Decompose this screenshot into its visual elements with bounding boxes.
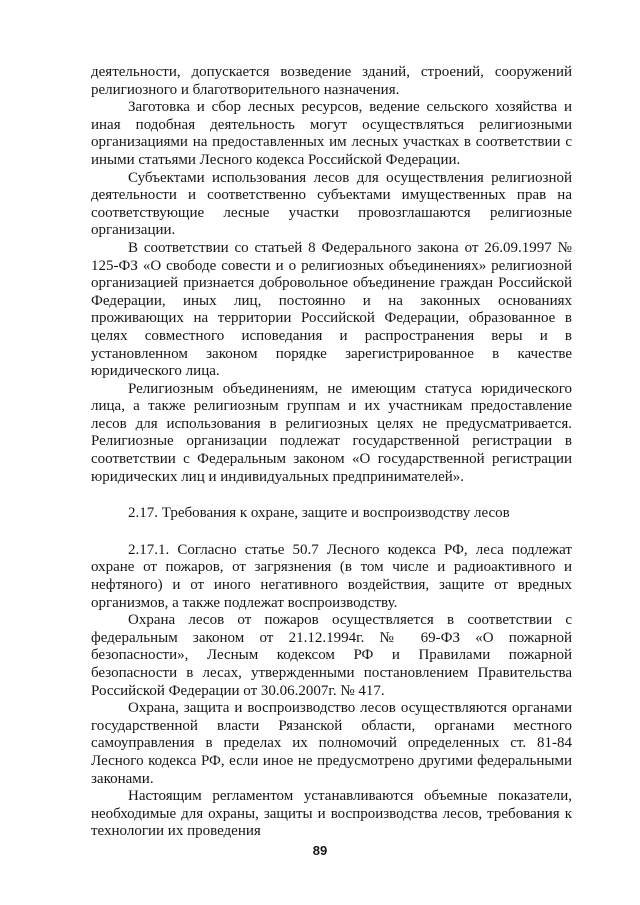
paragraph-authorities: Охрана, защита и воспроизводство лесов осуществляются органами государственной власти Рязанской области, органами местного самоуправления в пределах их полномочий определенных ст. 81-84 Лесного кодекса РФ, если иное не предусмотрено другими федеральными законами. (91, 700, 572, 787)
page-number: 89 (312, 843, 328, 858)
document-body (91, 64, 572, 841)
paragraph-federal-law-125: В соответствии со статьей 8 Федерального закона от 26.09.1997 № 125-ФЗ «О свободе совести и о религиозных объединениях» религиозной организацией признается добровольное объединение граждан Российской Федерации, иных лиц, постоянно и на законных основаниях проживающих на территории Российской Федерации, образованное в целях совместного исповедания и распространения веры и в установленном законом порядке зарегистрированное в качестве юридического лица. (91, 239, 572, 380)
paragraph-2-17-1: 2.17.1. Согласно статье 50.7 Лесного кодекса РФ, леса подлежат охране от пожаров, от загрязнения (в том числе и радиоактивного и нефтяного) и от иного негативного воздействия, защите от вредных организмов, а также подлежат воспроизводству. (91, 541, 572, 611)
paragraph-forest-resources: Заготовка и сбор лесных ресурсов, ведение сельского хозяйства и иная подобная деятельность могут осуществляться религиозными организациями на предоставленных им лесных участках в соответствии с иными статьями Лесного кодекса Российской Федерации. (91, 99, 572, 168)
section-heading: 2.17. Требования к охране, защите и воспроизводству лесов (128, 505, 510, 522)
paragraph-religious-associations: Религиозным объединениям, не имеющим статуса юридического лица, а также религиозным группам и их участникам предоставление лесов для использования в религиозных целях не предусматривается. Религиозные организации подлежат государственной регистрации в соответствии с Федеральным законом «О государственной регистрации юридических лиц и индивидуальных предпринимателей». (91, 380, 572, 485)
paragraph-continuation: деятельности, допускается возведение зданий, строений, сооружений религиозного и благотворительного назначения. (91, 64, 572, 98)
paragraph-regulation: Настоящим регламентом устанавливаются объемные показатели, необходимые для охраны, защиты и воспроизводства лесов, требования к технологии их проведения (91, 788, 572, 840)
paragraph-subjects: Субъектами использования лесов для осуществления религиозной деятельности и соответственно субъектами имущественных прав на соответствующие лесные участки провозглашаются религиозные организации. (91, 169, 572, 239)
paragraph-fire-protection: Охрана лесов от пожаров осуществляется в соответствии с федеральным законом от 21.12.1994г. № 69-ФЗ «О пожарной безопасности», Лесным кодексом РФ и Правилами пожарной безопасности в лесах, утвержденными постановлением Правительства Российской Федерации от 30.06.2007г. № 417. (91, 612, 572, 699)
